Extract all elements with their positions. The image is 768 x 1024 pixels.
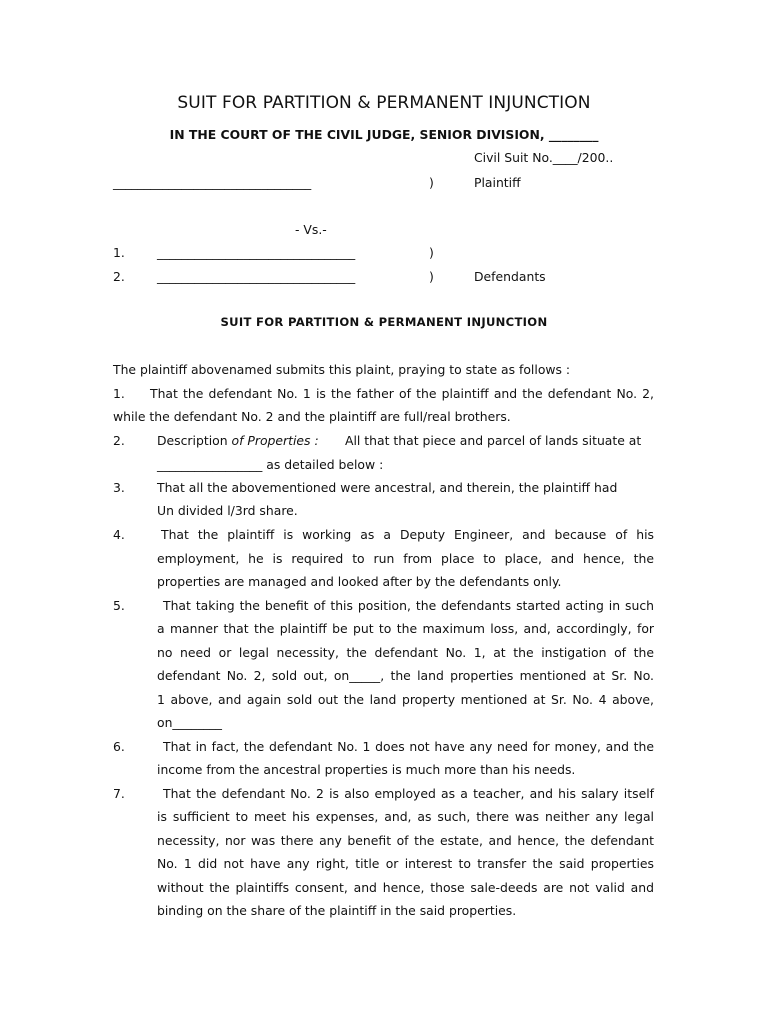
description-lead: Description — [157, 433, 232, 448]
para-line: That in fact, the defendant No. 1 does not have any need for money, and the — [163, 739, 654, 754]
para-line: income from the ancestral properties is much more than his needs. — [157, 762, 576, 777]
para-number: 3. — [113, 480, 125, 495]
para-line: 1 above, and again sold out the land property mentioned at Sr. No. 4 above, — [157, 692, 654, 707]
defendant-1-blank: ________________________________ — [157, 245, 356, 260]
para-line: That the defendant No. 2 is also employed as a teacher, and his salary itself — [163, 786, 654, 801]
versus-label: - Vs.- — [295, 222, 327, 237]
para-line: That the plaintiff is working as a Deputy Engineer, and because of his — [161, 527, 654, 542]
para-line: no need or legal necessity, the defendant No. 1, at the instigation of the — [157, 645, 654, 660]
para-line: is sufficient to meet his expenses, and, as such, there was neither any legal — [157, 809, 654, 824]
para-line: _________________ as detailed below : — [157, 457, 384, 472]
para-line: without the plaintiffs consent, and hence, those sale-deeds are not valid and — [157, 880, 654, 895]
para-line: No. 1 did not have any right, title or interest to transfer the said properties — [157, 856, 654, 871]
para-line: All that that piece and parcel of lands situate at — [345, 433, 642, 448]
description-italic: of Properties : — [231, 433, 319, 448]
defendants-label: Defendants — [474, 269, 546, 284]
court-line: IN THE COURT OF THE CIVIL JUDGE, SENIOR DIVISION, ________ — [169, 127, 599, 142]
plaintiff-name-blank: ________________________________ — [113, 175, 312, 190]
intro-paragraph: The plaintiff abovenamed submits this plaint, praying to state as follows : — [113, 362, 571, 377]
bracket: ) — [429, 245, 434, 260]
defendant-2-blank: ________________________________ — [157, 269, 356, 284]
defendant-1-number: 1. — [113, 245, 125, 260]
para-line: necessity, nor was there any benefit of the estate, and hence, the defendant — [157, 833, 654, 848]
plaintiff-label: Plaintiff — [474, 175, 521, 190]
para-line: That taking the benefit of this position, the defendants started acting in such — [163, 598, 654, 613]
para-number: 1. — [113, 386, 125, 401]
para-line: a manner that the plaintiff be put to the maximum loss, and, accordingly, for — [157, 621, 654, 636]
para-line — [157, 433, 319, 448]
para-line: defendant No. 2, sold out, on_____, the land properties mentioned at Sr. No. — [157, 668, 654, 683]
bracket: ) — [429, 175, 434, 190]
para-line: while the defendant No. 2 and the plaintiff are full/real brothers. — [113, 409, 511, 424]
para-line: binding on the share of the plaintiff in the said properties. — [157, 903, 517, 918]
para-line: Un divided l/3rd share. — [157, 503, 298, 518]
para-number: 4. — [113, 527, 125, 542]
para-line: properties are managed and looked after by the defendants only. — [157, 574, 562, 589]
para-number: 7. — [113, 786, 125, 801]
para-line: on________ — [157, 715, 222, 730]
para-line: That all the abovementioned were ancestral, and therein, the plaintiff had — [157, 480, 618, 495]
para-line: employment, he is required to run from place to place, and hence, the — [157, 551, 654, 566]
document-title: SUIT FOR PARTITION & PERMANENT INJUNCTION — [177, 93, 591, 113]
para-number: 6. — [113, 739, 125, 754]
section-heading: SUIT FOR PARTITION & PERMANENT INJUNCTION — [220, 315, 548, 329]
para-number: 2. — [113, 433, 125, 448]
para-line: That the defendant No. 1 is the father of the plaintiff and the defendant No. 2, — [150, 386, 654, 401]
bracket: ) — [429, 269, 434, 284]
civil-suit-number: Civil Suit No.____/200.. — [474, 150, 614, 165]
para-number: 5. — [113, 598, 125, 613]
defendant-2-number: 2. — [113, 269, 125, 284]
